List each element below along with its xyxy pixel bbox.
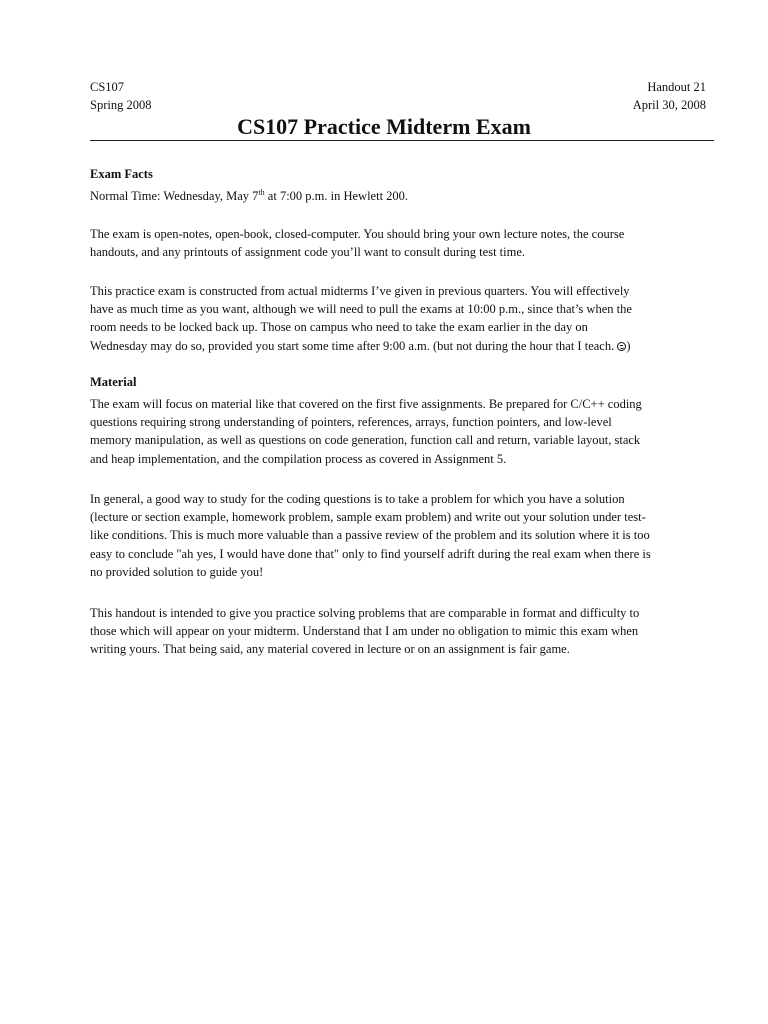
paragraph-line: have as much time as you want, although we will need to pull the exams at 10:00 p.m., since that’s when the	[90, 302, 632, 317]
paragraph-line: like conditions. This is much more valuable than a passive review of the problem and its solution where it is too	[90, 528, 650, 543]
smiley-icon	[617, 342, 626, 351]
normal-time-after: at 7:00 p.m. in Hewlett 200.	[264, 189, 409, 203]
normal-time-sup: th	[258, 187, 265, 197]
paragraph-line: questions requiring strong understanding of pointers, references, arrays, function pointers, and low-level	[90, 415, 612, 430]
paragraph-line: handouts, and any printouts of assignment code you’ll want to consult during test time.	[90, 245, 526, 260]
material-heading: Material	[90, 375, 137, 389]
page-title: CS107 Practice Midterm Exam	[237, 114, 531, 139]
paragraph-line: This practice exam is constructed from actual midterms I’ve given in previous quarters. You will effectively	[90, 284, 630, 298]
exam-facts-paragraph-1	[90, 225, 720, 261]
paragraph-line: room needs to be locked back up. Those on campus who need to take the exam earlier in the day on	[90, 320, 588, 335]
paragraph-line: writing yours. That being said, any material covered in lecture or on an assignment is fair game.	[90, 642, 570, 657]
title-divider	[90, 140, 714, 141]
paragraph-line: This handout is intended to give you practice solving problems that are comparable in format and difficulty to	[90, 606, 640, 620]
material-paragraph-2	[90, 490, 720, 581]
handout-date: April 30, 2008	[632, 98, 706, 112]
material-paragraph-3	[90, 604, 720, 659]
exam-facts-heading: Exam Facts	[90, 167, 153, 181]
paragraph-line: memory manipulation, as well as questions on code generation, function call and return, variable layout, stack	[90, 433, 641, 448]
paragraph-line: those which will appear on your midterm. Understand that I am under no obligation to mimic this exam when	[90, 624, 639, 639]
paragraph-line: no provided solution to guide you!	[90, 564, 264, 579]
normal-time-before: Normal Time: Wednesday, May 7	[90, 189, 259, 203]
paragraph-line: The exam is open-notes, open-book, closed-computer. You should bring your own lecture notes, the course	[90, 227, 625, 241]
paragraph-line: In general, a good way to study for the coding questions is to take a problem for which you have a solution	[90, 492, 625, 506]
paragraph-end: )	[626, 338, 631, 353]
paragraph-line: easy to conclude "ah yes, I would have done that" only to find yourself adrift during the real exam when there is	[90, 546, 651, 561]
paragraph-line: The exam will focus on material like that covered on the first five assignments. Be prepared for C/C++ coding	[90, 397, 642, 411]
term: Spring 2008	[90, 98, 152, 112]
paragraph-line: Wednesday may do so, provided you start some time after 9:00 a.m. (but not during the hour that I teach.	[90, 338, 618, 353]
paragraph-line: (lecture or section example, homework problem, sample exam problem) and write out your solution under test-	[90, 510, 646, 525]
exam-facts-paragraph-2	[90, 282, 720, 355]
material-paragraph-1	[90, 395, 720, 468]
handout-number: Handout 21	[647, 80, 706, 94]
normal-time-line	[90, 187, 720, 205]
course-code: CS107	[90, 80, 125, 94]
paragraph-line: and heap implementation, and the compilation process as covered in Assignment 5.	[90, 451, 507, 466]
